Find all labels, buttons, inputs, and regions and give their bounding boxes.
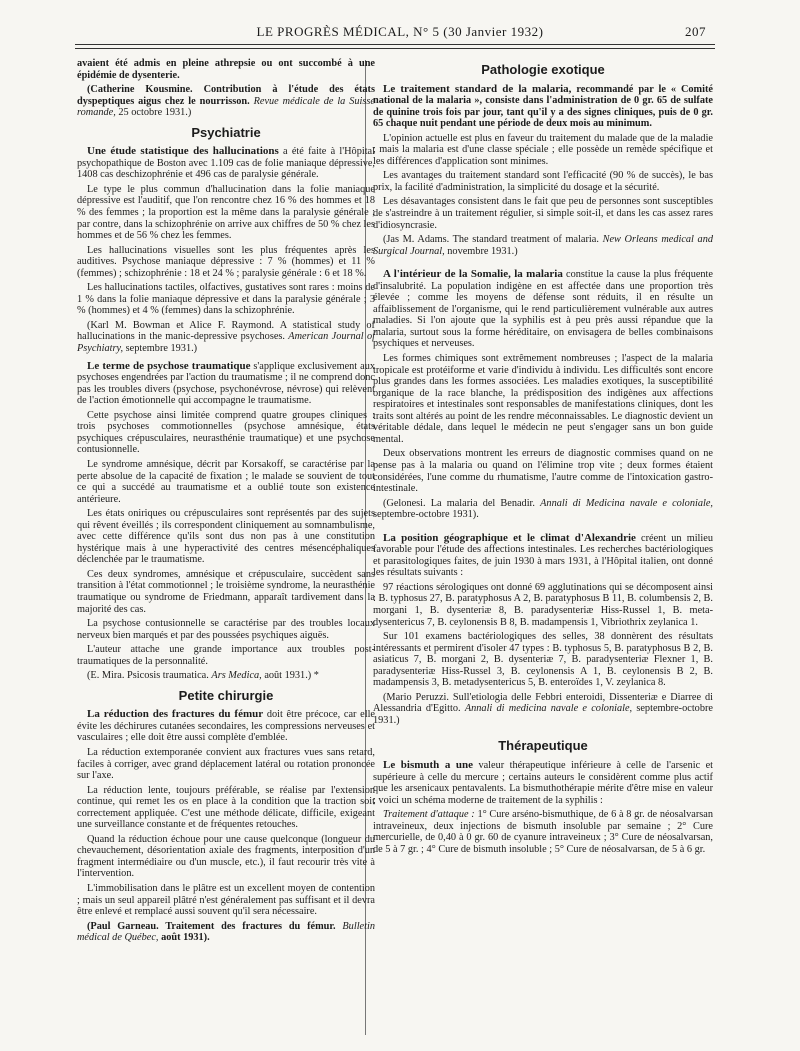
- paragraph: L'opinion actuelle est plus en faveur du traitement du malade que de la maladie ; mais la malaria est d'une classe spéciale ; elle possède un remède spécifique et les différences d'application sont minimes.: [373, 132, 713, 167]
- paragraph: La position géographique et le climat d'Alexandrie créent un milieu favorable pour l'étude des affections intestinales. Les recherches bactériologiques et parasitologiques faites, de juin 1930 à mars 1931, à l'Hôpital italien, ont donné les résultats suivants :: [373, 531, 713, 579]
- paragraph: La psychose contusionnelle se caractérise par des troubles locaux nerveux bien marqués et par des poussées psychiques aiguës.: [77, 618, 375, 641]
- paragraph: L'immobilisation dans le plâtre est un excellent moyen de contention ; mais un seul appareil plâtré n'est généralement pas suffisant et il devra être enlevé et remplacé aussi souvent qu'il sera nécessaire.: [77, 883, 375, 918]
- paragraph: Les hallucinations visuelles sont les plus fréquentes après les auditives. Psychose maniaque dépressive : 7 % (hommes) et 11 % (femmes) ; schizophrénie : 18 et 24 % ; paralysie générale : 6 et 18 %.: [77, 244, 375, 279]
- paragraph: Les désavantages consistent dans le fait que peu de personnes sont susceptibles de s'astreindre à un traitement régulier, si simple soit-il, et dans les cas assez rares d'idiosyncrasie.: [373, 196, 713, 231]
- paragraph: Les avantages du traitement standard sont l'efficacité (90 % de succès), le bas prix, la facilité d'administration, la simplicité du dosage et la sécurité.: [373, 170, 713, 193]
- section-title-chirurgie: Petite chirurgie: [178, 687, 274, 703]
- paragraph: L'auteur attache une grande importance aux troubles post-traumatiques de la personnalité.: [77, 644, 375, 667]
- left-column: [77, 58, 375, 950]
- paragraph: Le type le plus commun d'hallucination dans la folie maniaque dépressive est l'auditif, que l'on rencontre chez 16 % des hommes et 18 % des femmes ; la proportion est la même dans la paralysie générale ; par contre, dans la schizophrénie on arrive aux chiffres de 50 % chez les hommes et de 56 % chez les femmes.: [77, 183, 375, 242]
- citation: (Paul Garneau. Traitement des fractures du fémur. Bulletin médical de Québec, août 1931).: [77, 920, 375, 944]
- paragraph: Ces deux syndromes, amnésique et crépusculaire, succèdent sans transition à l'état commotionnel ; le troisième syndrome, la neurasthénie traumatique ou syndrome de Friedmann, apparaît tardivement dans la majorité des cas.: [77, 568, 375, 615]
- citation: (Catherine Kousmine. Contribution à l'étude des états dyspeptiques aigus chez le nourrisson. Revue médicale de la Suisse romande, 25 octobre 1931.): [77, 84, 375, 119]
- paragraph: Le traitement standard de la malaria, recommandé par le « Comité national de la malaria », consiste dans l'administration de 0 gr. 65 de sulfate de quinine trois fois par jour, tant qu'il y a des signes cliniques, puis de 0 gr. 65 chaque nuit pendant une période de deux mois au minimum.: [373, 82, 713, 130]
- page-number: 207: [685, 24, 706, 39]
- citation: (Gelonesi. La malaria del Benadir. Annali di Medicina navale e coloniale, septembre-octobre 1931).: [373, 497, 713, 521]
- section-title-psychiatrie: Psychiatrie: [191, 124, 261, 140]
- header-rule: [75, 48, 715, 49]
- citation: (E. Mira. Psicosis traumatica. Ars Medica, août 1931.) *: [87, 670, 319, 682]
- paragraph: La réduction extemporanée convient aux fractures vues sans retard, faciles à corriger, avec grand déplacement latéral ou rotation prononcée sur l'axe.: [77, 746, 375, 782]
- paragraph: Une étude statistique des hallucinations a été faite à l'Hôpital psychopathique de Boston avec 1.109 cas de folie maniaque dépressive, 1408 cas deschizophrénie et 496 cas de paralysie générale.: [77, 145, 375, 181]
- paragraph: La réduction des fractures du fémur doit être précoce, car elle évite les déchirures cutanées secondaires, les compressions nerveuses et vasculaires ; elle doit être aussi complète d'emblée.: [77, 708, 375, 744]
- page-header: [0, 24, 800, 46]
- paragraph: 97 réactions sérologiques ont donné 69 agglutinations qui se décomposent ainsi : B. typhosus 27, B. paratyphosus A 2, B. paratyphosus B 11, B. columbensis 2, B. morgani 1, B. dysenteriæ 8, B. paradysenteriæ Hiss-Russel 1, B. meta-dysentericus 7, B. ceylonensis B 8, B. madampensis 1, Vibriothrix zeylanica 1.: [373, 581, 713, 628]
- paragraph: avaient été admis en pleine athrepsie ou ont succombé à une épidémie de dysenterie.: [77, 58, 375, 81]
- citation: (Mario Peruzzi. Sull'etiologia delle Febbri enteroidi, Dissenteriæ e Diarree di Alessandria d'Egitto. Annali di medicina navale e coloniale, septembre-octobre 1931.): [373, 691, 713, 726]
- paragraph: Sur 101 examens bactériologiques des selles, 38 donnèrent des résultats intéressants et permirent d'isoler 47 types : B. typhosus 5, B. paratyphosus B 2, B. asiaticus 7, B. morgani 2, B. dysenteriæ 7, B. paradysenteriæ Flexner 1, B. paradysenteriæ Hiss-Russel 3, B. ceylonensis A 1, B. ceylonensis B 2, B. madampensis 3, B. metadysentericus 5, B. enteroïdes 1, V. zeylanica 8.: [373, 631, 713, 689]
- right-column: [373, 64, 713, 858]
- paragraph: A l'intérieur de la Somalie, la malaria constitue la cause la plus fréquente d'insalubrité. La population indigène en est affectée dans une proportion très élevée ; comme les moyens de défense sont réduits, il en résulte un affaiblissement de l'organisme, qui le rend particulièrement vulnérable aux autres maladies. Si l'on ajoute que la syphilis est à peu près aussi répandue que la malaria, surtout sous la forme héréditaire, on envisagera de belles combinaisons psychiques et nerveuses.: [373, 268, 713, 350]
- paragraph: La réduction lente, toujours préférable, se réalise par l'extension continue, qui remet les os en place à la condition que la traction soit correctement appliquée. C'est une méthode délicate, difficile, exigeant une surveillance constante et de fréquentes retouches.: [77, 784, 375, 831]
- paragraph: Les formes chimiques sont extrêmement nombreuses ; l'aspect de la malaria tropicale est protéiforme et varie d'individu à individu. Les difficultés sont encore plus grandes dans les formes associées. Les maladies exotiques, la susceptibilité organique de la race blanche, la prédisposition des indigènes aux affections respiratoires et intestinales sont responsables de manifestations cliniques, dont les traits sont altérés au point de les rendre méconnaissables. Le diagnostic devient un véritable dédale, dans lequel le médecin ne peut s'engager sans un bon guide mental.: [373, 353, 713, 445]
- paragraph: Traitement d'attaque : 1° Cure arséno-bismuthique, de 6 à 8 gr. de néosalvarsan intraveineux, deux injections de bismuth insoluble par semaine ; 2° Cure mercurielle, de 0,40 à 0 gr. 60 de cyanure intraveineux ; 3° Cure de néosalvarsan, de 5 à 7 gr. ; 4° Cure de bismuth insoluble ; 5° Cure de néosalvarsan, de 5 à 6 gr.: [373, 809, 713, 855]
- paragraph: Les états oniriques ou crépusculaires sont représentés par des sujets qui rêvent éveillés ; ils correspondent cliniquement au somnambulisme, avec cette différence qu'ils sont dus non pas à une constitution hystérique mais à une hyperactivité des centres mésencéphaliques déclenchée par le traumatisme.: [77, 508, 375, 566]
- header-rule: [75, 44, 715, 45]
- citation: (Jas M. Adams. The standard treatment of malaria. New Orleans medical and Surgical Journal, novembre 1931.): [373, 234, 713, 257]
- citation: (Karl M. Bowman et Alice F. Raymond. A statistical study of hallucinations in the manic-depressive psychoses. American Journal of Psychiatry, septembre 1931.): [77, 319, 375, 355]
- paragraph: Cette psychose ainsi limitée comprend quatre groupes cliniques : trois psychoses commotionnelles (psychose amnésique, états psychiques crépusculaires, neurasthénie traumatique) et une psychose contusionnelle.: [77, 409, 375, 456]
- paragraph: Quand la réduction échoue pour une cause quelconque (longueur du chevauchement, désorientation axiale des fragments, interposition d'un fragment intermédiaire ou d'un muscle, etc.), il faut recourir très vite à l'intervention.: [77, 833, 375, 880]
- paragraph: Le bismuth a une valeur thérapeutique inférieure à celle de l'arsenic et supérieure à celle du mercure ; certains auteurs le considèrent comme plus actif que les arsenicaux pentavalents. La bismuthothérapie mérite d'être mise en valeur ; voici un schéma moderne de traitement de la syphilis :: [373, 758, 714, 806]
- paragraph: Le terme de psychose traumatique s'applique exclusivement aux psychoses engendrées par l'action du traumatisme ; il ne comprend donc pas les troubles divers (psychose, psychonévrose, névrose) qui relèvent de l'action émotionnelle qui accompagne le traumatisme.: [77, 359, 375, 407]
- paragraph: Deux observations montrent les erreurs de diagnostic commises quand on ne pense pas à la malaria ou quand on l'élimine trop vite ; deux formes étaient considérées, l'une comme du rhumatisme, l'autre comme de l'intoxication gastro-intestinale.: [373, 448, 713, 495]
- section-title-pathologie: Pathologie exotique: [481, 62, 605, 77]
- journal-title: LE PROGRÈS MÉDICAL, N° 5 (30 Janvier 1932): [256, 24, 544, 39]
- section-title-therapeutique: Thérapeutique: [498, 738, 588, 754]
- paragraph: Les hallucinations tactiles, olfactives, gustatives sont rares : moins de 1 % dans la folie maniaque dépressive et dans la paralysie générale ; 3 % (hommes) et 4 % (femmes) dans la schizophrénie.: [77, 282, 375, 317]
- paragraph: Le syndrome amnésique, décrit par Korsakoff, se caractérise par la perte absolue de la capacité de fixation ; le malade se souvient de tout ce qui a succédé au traumatisme et a oublié toute son existence antérieure.: [77, 458, 375, 505]
